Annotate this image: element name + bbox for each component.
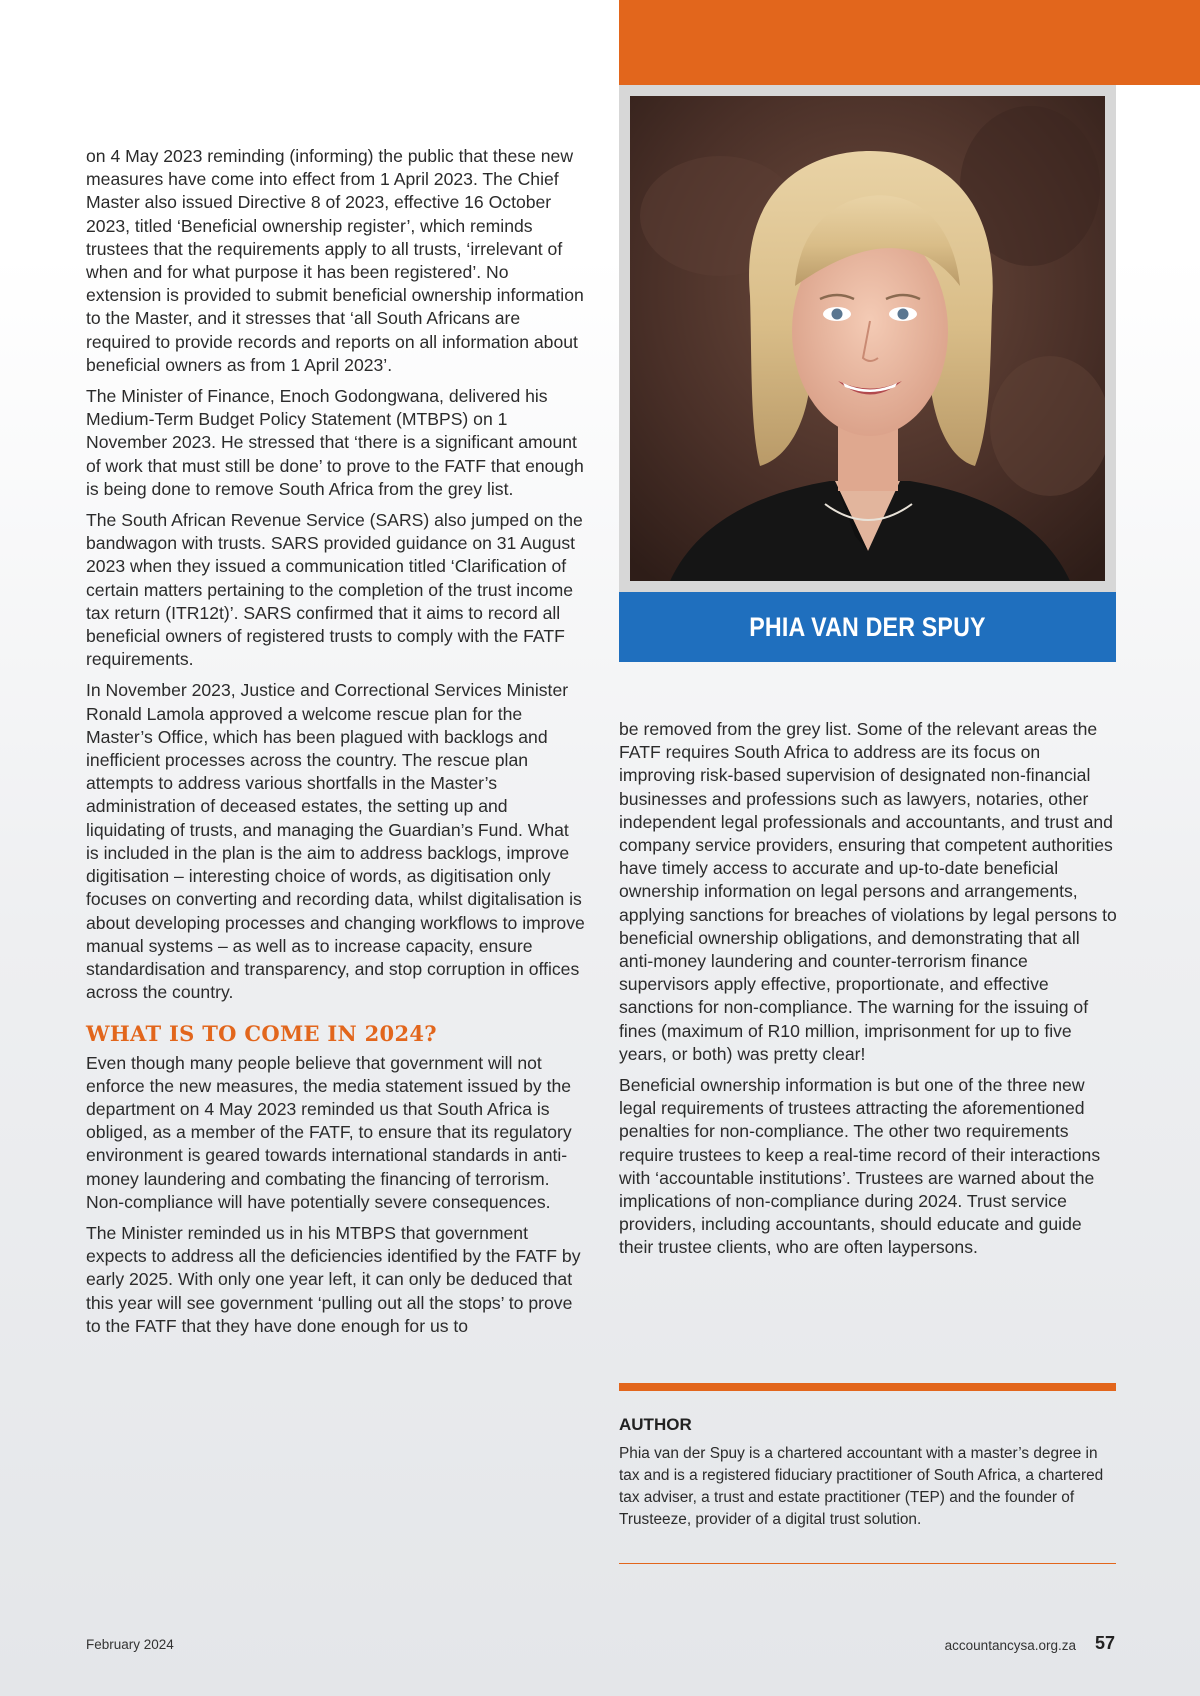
footer-date: February 2024	[86, 1637, 174, 1652]
paragraph: be removed from the grey list. Some of the relevant areas the FATF requires South Africa to address are its focus on improving risk-based supervision of designated non-financial businesses and professions such as lawyers, notaries, other independent legal professionals and accountants, and trust and company service providers, ensuring that competent authorities have timely access to accurate and up-to-date beneficial ownership information on legal persons and arrangements, applying sanctions for breaches of violations by legal persons to beneficial ownership obligations, and demonstrating that all anti-money laundering and counter-terrorism finance supervisors apply effective, proportionate, and effective sanctions for non-compliance. The warning for the issuing of fines (maximum of R10 million, imprisonment for up to five years, or both) was pretty clear!	[619, 719, 1117, 1064]
header-accent-bar	[619, 0, 1200, 85]
author-name-banner	[619, 592, 1116, 662]
paragraph: The Minister of Finance, Enoch Godongwana, delivered his Medium-Term Budget Policy Statement (MTBPS) on 1 November 2023. He stressed that ‘there is a significant amount of work that must still be done’ to prove to the FATF that enough is being done to remove South Africa from the grey list.	[86, 386, 584, 499]
author-bottom-rule	[619, 1563, 1116, 1564]
footer-website-link[interactable]: accountancysa.org.za	[944, 1638, 1076, 1653]
right-column	[619, 718, 1117, 1268]
paragraph: In November 2023, Justice and Correctional Services Minister Ronald Lamola approved a welcome rescue plan for the Master’s Office, which has been plagued with backlogs and inefficient processes across the country. The rescue plan attempts to address various shortfalls in the Master’s administration of deceased estates, the setting up and liquidating of trusts, and managing the Guardian’s Fund. What is included in the plan is the aim to address backlogs, improve digitisation – interesting choice of words, as digitisation only focuses on converting and recording data, whilst digitalisation is about developing processes and changing workflows to improve manual systems – as well as to increase capacity, ensure standardisation and transparency, and stop corruption in offices across the country.	[86, 680, 585, 1003]
author-divider	[619, 1383, 1116, 1391]
author-photo	[630, 96, 1105, 581]
author-bio: Phia van der Spuy is a chartered accountant with a master’s degree in tax and is a registered fiduciary practitioner of South Africa, a chartered tax adviser, a trust and estate practitioner (TEP) and the founder of Trusteeze, provider of a digital trust solution.	[619, 1445, 1104, 1528]
author-photo-frame	[619, 85, 1116, 592]
paragraph: The South African Revenue Service (SARS) also jumped on the bandwagon with trusts. SARS provided guidance on 31 August 2023 when they issued a communication titled ‘Clarification of certain matters pertaining to the completion of the trust income tax return (ITR12t)’. SARS confirmed that it aims to record all beneficial owners of registered trusts to comply with the FATF requirements.	[86, 510, 583, 670]
page-number: 57	[1094, 1633, 1115, 1653]
paragraph: Even though many people believe that government will not enforce the new measures, the media statement issued by the department on 4 May 2023 reminded us that South Africa is obliged, as a member of the FATF, to ensure that its regulatory environment is geared towards international standards in anti-money laundering and combating the financing of terrorism. Non-compliance will have potentially severe consequences.	[86, 1052, 572, 1212]
author-name: PHIA VAN DER SPUY	[749, 611, 986, 642]
paragraph: on 4 May 2023 reminding (informing) the public that these new measures have come into effect from 1 April 2023. The Chief Master also issued Directive 8 of 2023, effective 16 October 2023, titled ‘Beneficial ownership register’, which reminds trustees that the requirements apply to all trusts, ‘irrelevant of when and for what purpose it has been registered’. No extension is provided to submit beneficial ownership information to the Master, and it stresses that ‘all South Africans are required to provide records and reports on all information about beneficial owners as from 1 April 2023’.	[86, 146, 584, 375]
paragraph: Beneficial ownership information is but one of the three new legal requirements of trustees attracting the aforementioned penalties for non-compliance. The other two requirements require trustees to keep a real-time record of their interactions with ‘accountable institutions’. Trustees are warned about the implications of non-compliance during 2024. Trust service providers, including accountants, should educate and guide their trustee clients, who are often laypersons.	[619, 1075, 1101, 1258]
author-label: AUTHOR	[619, 1415, 692, 1434]
section-heading: WHAT IS TO COME IN 2024?	[86, 1021, 437, 1047]
left-column	[86, 145, 586, 1346]
paragraph: The Minister reminded us in his MTBPS that government expects to address all the deficiencies identified by the FATF by early 2025. With only one year left, it can only be deduced that this year will see government ‘pulling out all the stops’ to prove to the FATF that they have done enough for us to	[86, 1222, 581, 1336]
